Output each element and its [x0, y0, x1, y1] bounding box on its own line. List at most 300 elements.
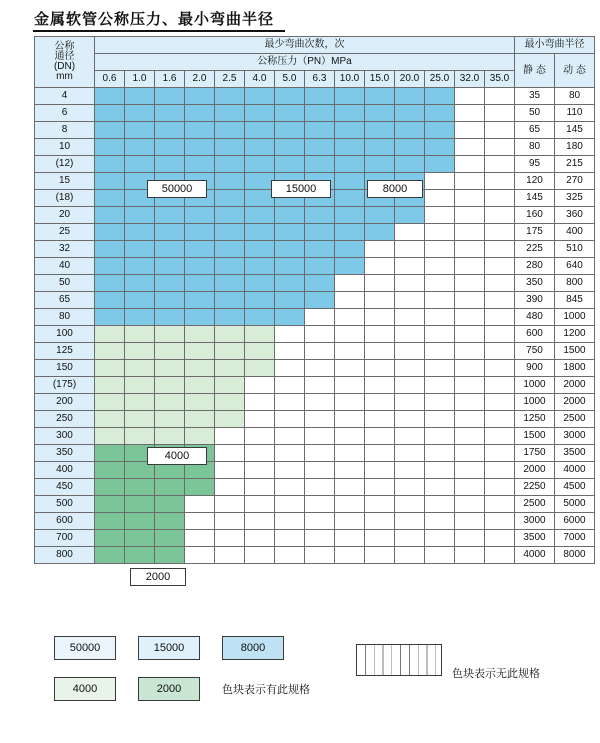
spec-cell	[275, 207, 305, 224]
radius-dynamic-cell: 3500	[555, 445, 595, 462]
row-dn-cell: 600	[35, 513, 95, 530]
spec-cell	[185, 241, 215, 258]
spec-cell	[275, 394, 305, 411]
spec-cell	[155, 326, 185, 343]
radius-dynamic-cell: 180	[555, 139, 595, 156]
pn-column-header: 20.0	[395, 71, 425, 88]
table-row	[35, 326, 595, 343]
spec-cell	[365, 513, 395, 530]
spec-cell	[185, 513, 215, 530]
table-body	[35, 88, 595, 564]
radius-static-cell: 900	[515, 360, 555, 377]
spec-cell	[485, 309, 515, 326]
table-row	[35, 275, 595, 292]
spec-cell	[155, 105, 185, 122]
spec-cell	[305, 88, 335, 105]
spec-cell	[185, 275, 215, 292]
row-dn-cell: 450	[35, 479, 95, 496]
spec-cell	[455, 428, 485, 445]
spec-cell	[335, 88, 365, 105]
legend-hatch-note: 色块表示无此规格	[452, 668, 540, 680]
spec-cell	[395, 156, 425, 173]
radius-dynamic-cell: 4000	[555, 462, 595, 479]
spec-cell	[365, 530, 395, 547]
spec-cell	[365, 343, 395, 360]
spec-cell	[485, 513, 515, 530]
row-dn-cell: 80	[35, 309, 95, 326]
radius-dynamic-cell: 7000	[555, 530, 595, 547]
spec-cell	[125, 496, 155, 513]
spec-cell	[125, 530, 155, 547]
radius-static-cell: 480	[515, 309, 555, 326]
spec-cell	[425, 496, 455, 513]
spec-cell	[185, 479, 215, 496]
spec-cell	[95, 496, 125, 513]
spec-cell	[275, 258, 305, 275]
spec-cell	[155, 275, 185, 292]
spec-cell	[425, 139, 455, 156]
row-dn-cell: 10	[35, 139, 95, 156]
spec-cell	[425, 394, 455, 411]
spec-cell	[395, 258, 425, 275]
spec-cell	[125, 241, 155, 258]
table-row	[35, 445, 595, 462]
radius-dynamic-cell: 800	[555, 275, 595, 292]
spec-cell	[185, 496, 215, 513]
spec-cell	[395, 428, 425, 445]
radius-dynamic-cell: 5000	[555, 496, 595, 513]
pn-column-header: 1.0	[125, 71, 155, 88]
spec-cell	[485, 377, 515, 394]
spec-cell	[335, 462, 365, 479]
spec-cell	[245, 88, 275, 105]
spec-cell	[395, 445, 425, 462]
dn-header-line-1: 公称	[54, 41, 75, 52]
radius-dynamic-cell: 2000	[555, 394, 595, 411]
spec-cell	[425, 292, 455, 309]
spec-cell	[455, 156, 485, 173]
spec-cell	[425, 207, 455, 224]
spec-cell	[395, 479, 425, 496]
spec-cell	[95, 394, 125, 411]
spec-cell	[425, 462, 455, 479]
table-head	[35, 37, 595, 88]
spec-cell	[155, 411, 185, 428]
dn-header-line-3: (DN)	[53, 61, 76, 72]
spec-cell	[245, 428, 275, 445]
spec-cell	[215, 394, 245, 411]
radius-static-cell: 1000	[515, 394, 555, 411]
spec-cell	[335, 105, 365, 122]
spec-cell	[215, 122, 245, 139]
radius-static-cell: 600	[515, 326, 555, 343]
overlay-label: 8000	[367, 180, 423, 198]
spec-cell	[395, 309, 425, 326]
spec-cell	[215, 190, 245, 207]
spec-cell	[155, 377, 185, 394]
spec-cell	[425, 241, 455, 258]
spec-cell	[125, 309, 155, 326]
bend-count-header: 最少弯曲次数，次	[95, 37, 515, 54]
spec-cell	[365, 496, 395, 513]
radius-dynamic-cell: 360	[555, 207, 595, 224]
spec-cell	[365, 428, 395, 445]
spec-cell	[125, 547, 155, 564]
spec-cell	[275, 343, 305, 360]
spec-cell	[395, 343, 425, 360]
spec-cell	[215, 275, 245, 292]
spec-cell	[275, 530, 305, 547]
spec-cell	[395, 394, 425, 411]
spec-cell	[155, 309, 185, 326]
spec-cell	[245, 343, 275, 360]
spec-cell	[305, 292, 335, 309]
spec-cell	[455, 479, 485, 496]
spec-cell	[365, 207, 395, 224]
spec-cell	[125, 479, 155, 496]
spec-cell	[275, 275, 305, 292]
spec-cell	[485, 394, 515, 411]
spec-cell	[455, 513, 485, 530]
spec-cell	[395, 139, 425, 156]
table-row	[35, 156, 595, 173]
table-row	[35, 479, 595, 496]
spec-cell	[305, 309, 335, 326]
spec-cell	[215, 105, 245, 122]
radius-static-cell: 2250	[515, 479, 555, 496]
spec-cell	[425, 309, 455, 326]
spec-cell	[155, 547, 185, 564]
radius-dynamic-cell: 8000	[555, 547, 595, 564]
spec-cell	[215, 479, 245, 496]
spec-cell	[185, 139, 215, 156]
spec-cell	[95, 224, 125, 241]
spec-cell	[455, 258, 485, 275]
spec-cell	[185, 122, 215, 139]
spec-cell	[425, 360, 455, 377]
spec-cell	[125, 513, 155, 530]
spec-cell	[95, 445, 125, 462]
table-row	[35, 394, 595, 411]
spec-cell	[335, 258, 365, 275]
spec-cell	[305, 428, 335, 445]
spec-cell	[305, 377, 335, 394]
spec-cell	[245, 394, 275, 411]
spec-cell	[455, 326, 485, 343]
spec-cell	[425, 224, 455, 241]
row-dn-cell: 100	[35, 326, 95, 343]
radius-dynamic-cell: 1500	[555, 343, 595, 360]
spec-cell	[485, 547, 515, 564]
spec-cell	[485, 207, 515, 224]
spec-cell	[275, 377, 305, 394]
spec-cell	[215, 462, 245, 479]
spec-cell	[245, 156, 275, 173]
spec-cell	[95, 377, 125, 394]
spec-cell	[395, 241, 425, 258]
spec-cell	[155, 360, 185, 377]
overlay-label: 15000	[271, 180, 331, 198]
spec-cell	[335, 190, 365, 207]
row-dn-cell: 50	[35, 275, 95, 292]
spec-cell	[185, 105, 215, 122]
legend-box-8000: 8000	[222, 636, 284, 660]
table-row	[35, 88, 595, 105]
spec-cell	[305, 105, 335, 122]
spec-cell	[125, 275, 155, 292]
spec-cell	[395, 462, 425, 479]
row-dn-cell: 200	[35, 394, 95, 411]
radius-dynamic-cell: 3000	[555, 428, 595, 445]
spec-table	[34, 36, 595, 564]
spec-cell	[215, 156, 245, 173]
pn-column-header: 15.0	[365, 71, 395, 88]
header-row-3	[35, 71, 595, 88]
spec-cell	[95, 258, 125, 275]
spec-cell	[275, 496, 305, 513]
table-row	[35, 377, 595, 394]
spec-cell	[95, 173, 125, 190]
spec-cell	[485, 360, 515, 377]
spec-cell	[305, 445, 335, 462]
spec-cell	[95, 190, 125, 207]
overlay-label: 2000	[130, 568, 186, 586]
spec-cell	[335, 360, 365, 377]
spec-cell	[185, 224, 215, 241]
spec-cell	[305, 343, 335, 360]
spec-cell	[365, 394, 395, 411]
spec-cell	[215, 241, 245, 258]
radius-static-cell: 225	[515, 241, 555, 258]
spec-cell	[185, 547, 215, 564]
spec-cell	[155, 479, 185, 496]
spec-cell	[125, 411, 155, 428]
spec-cell	[245, 513, 275, 530]
spec-cell	[335, 241, 365, 258]
spec-cell	[245, 377, 275, 394]
spec-cell	[305, 394, 335, 411]
radius-static-cell: 1750	[515, 445, 555, 462]
spec-cell	[305, 360, 335, 377]
pn-column-header: 5.0	[275, 71, 305, 88]
spec-cell	[125, 122, 155, 139]
spec-cell	[125, 360, 155, 377]
radius-dynamic-cell: 80	[555, 88, 595, 105]
spec-cell	[485, 122, 515, 139]
spec-cell	[275, 462, 305, 479]
pn-column-header: 32.0	[455, 71, 485, 88]
radius-static-cell: 175	[515, 224, 555, 241]
spec-cell	[155, 122, 185, 139]
table-row	[35, 105, 595, 122]
spec-cell	[395, 292, 425, 309]
spec-cell	[485, 496, 515, 513]
spec-cell	[335, 479, 365, 496]
spec-cell	[215, 513, 245, 530]
spec-cell	[155, 207, 185, 224]
spec-cell	[185, 343, 215, 360]
spec-cell	[185, 207, 215, 224]
spec-cell	[275, 122, 305, 139]
pn-column-header: 25.0	[425, 71, 455, 88]
dn-header-cell	[35, 37, 95, 88]
spec-cell	[455, 139, 485, 156]
spec-cell	[425, 173, 455, 190]
spec-cell	[455, 105, 485, 122]
spec-cell	[335, 428, 365, 445]
spec-cell	[485, 479, 515, 496]
legend	[34, 632, 566, 707]
spec-cell	[95, 513, 125, 530]
row-dn-cell: (175)	[35, 377, 95, 394]
table-row	[35, 292, 595, 309]
table-row	[35, 224, 595, 241]
spec-cell	[155, 88, 185, 105]
spec-cell	[245, 122, 275, 139]
spec-cell	[365, 326, 395, 343]
spec-cell	[185, 88, 215, 105]
row-dn-cell: (18)	[35, 190, 95, 207]
radius-static-cell: 95	[515, 156, 555, 173]
radius-static-cell: 120	[515, 173, 555, 190]
spec-cell	[425, 377, 455, 394]
legend-color-note: 色块表示有此规格	[222, 684, 310, 696]
spec-cell	[95, 292, 125, 309]
spec-cell	[455, 275, 485, 292]
table-row	[35, 530, 595, 547]
spec-cell	[335, 547, 365, 564]
spec-cell	[425, 479, 455, 496]
spec-cell	[395, 105, 425, 122]
spec-cell	[305, 513, 335, 530]
spec-cell	[455, 309, 485, 326]
row-dn-cell: 20	[35, 207, 95, 224]
spec-cell	[245, 462, 275, 479]
spec-cell	[215, 309, 245, 326]
row-dn-cell: (12)	[35, 156, 95, 173]
spec-cell	[485, 326, 515, 343]
radius-static-cell: 750	[515, 343, 555, 360]
spec-cell	[125, 105, 155, 122]
spec-cell	[215, 292, 245, 309]
overlay-label: 50000	[147, 180, 207, 198]
spec-cell	[425, 275, 455, 292]
radius-dynamic-cell: 1200	[555, 326, 595, 343]
spec-cell	[485, 530, 515, 547]
row-dn-cell: 250	[35, 411, 95, 428]
spec-cell	[425, 547, 455, 564]
spec-cell	[95, 309, 125, 326]
radius-static-cell: 3000	[515, 513, 555, 530]
radius-static-cell: 3500	[515, 530, 555, 547]
radius-dynamic-cell: 110	[555, 105, 595, 122]
spec-cell	[245, 326, 275, 343]
radius-dynamic-cell: 400	[555, 224, 595, 241]
spec-cell	[185, 394, 215, 411]
radius-dynamic-cell: 145	[555, 122, 595, 139]
header-row-1	[35, 37, 595, 54]
radius-dynamic-header: 动 态	[555, 54, 595, 88]
spec-cell	[335, 411, 365, 428]
radius-static-cell: 145	[515, 190, 555, 207]
row-dn-cell: 65	[35, 292, 95, 309]
legend-box-4000: 4000	[54, 677, 116, 701]
radius-dynamic-cell: 270	[555, 173, 595, 190]
spec-cell	[335, 343, 365, 360]
spec-cell	[125, 343, 155, 360]
radius-static-cell: 2500	[515, 496, 555, 513]
spec-cell	[95, 326, 125, 343]
table-row	[35, 309, 595, 326]
spec-cell	[245, 207, 275, 224]
spec-cell	[365, 105, 395, 122]
table-row	[35, 513, 595, 530]
row-dn-cell: 150	[35, 360, 95, 377]
spec-cell	[395, 122, 425, 139]
spec-cell	[305, 479, 335, 496]
radius-static-cell: 160	[515, 207, 555, 224]
spec-cell	[185, 428, 215, 445]
radius-dynamic-cell: 215	[555, 156, 595, 173]
row-dn-cell: 4	[35, 88, 95, 105]
table-row	[35, 343, 595, 360]
row-dn-cell: 15	[35, 173, 95, 190]
spec-cell	[125, 224, 155, 241]
spec-cell	[335, 275, 365, 292]
spec-cell	[365, 462, 395, 479]
radius-static-cell: 350	[515, 275, 555, 292]
spec-cell	[335, 309, 365, 326]
spec-cell	[365, 360, 395, 377]
spec-cell	[425, 88, 455, 105]
spec-cell	[215, 547, 245, 564]
table-row	[35, 122, 595, 139]
spec-cell	[365, 411, 395, 428]
spec-cell	[155, 496, 185, 513]
spec-cell	[215, 445, 245, 462]
spec-cell	[185, 156, 215, 173]
spec-cell	[245, 241, 275, 258]
spec-cell	[455, 496, 485, 513]
bend-radius-header: 最小弯曲半径	[515, 37, 595, 54]
spec-cell	[275, 411, 305, 428]
radius-static-cell: 2000	[515, 462, 555, 479]
spec-cell	[215, 377, 245, 394]
row-dn-cell: 500	[35, 496, 95, 513]
spec-cell	[245, 445, 275, 462]
radius-dynamic-cell: 1000	[555, 309, 595, 326]
spec-cell	[395, 224, 425, 241]
table-row	[35, 241, 595, 258]
radius-dynamic-cell: 6000	[555, 513, 595, 530]
spec-cell	[155, 224, 185, 241]
spec-cell	[455, 360, 485, 377]
spec-cell	[425, 445, 455, 462]
row-dn-cell: 700	[35, 530, 95, 547]
radius-static-cell: 50	[515, 105, 555, 122]
spec-cell	[335, 530, 365, 547]
spec-cell	[305, 224, 335, 241]
spec-cell	[275, 224, 305, 241]
pn-column-header: 6.3	[305, 71, 335, 88]
spec-cell	[305, 139, 335, 156]
spec-cell	[455, 224, 485, 241]
spec-cell	[365, 479, 395, 496]
spec-cell	[425, 122, 455, 139]
table-row	[35, 547, 595, 564]
spec-cell	[275, 292, 305, 309]
radius-static-cell: 1250	[515, 411, 555, 428]
